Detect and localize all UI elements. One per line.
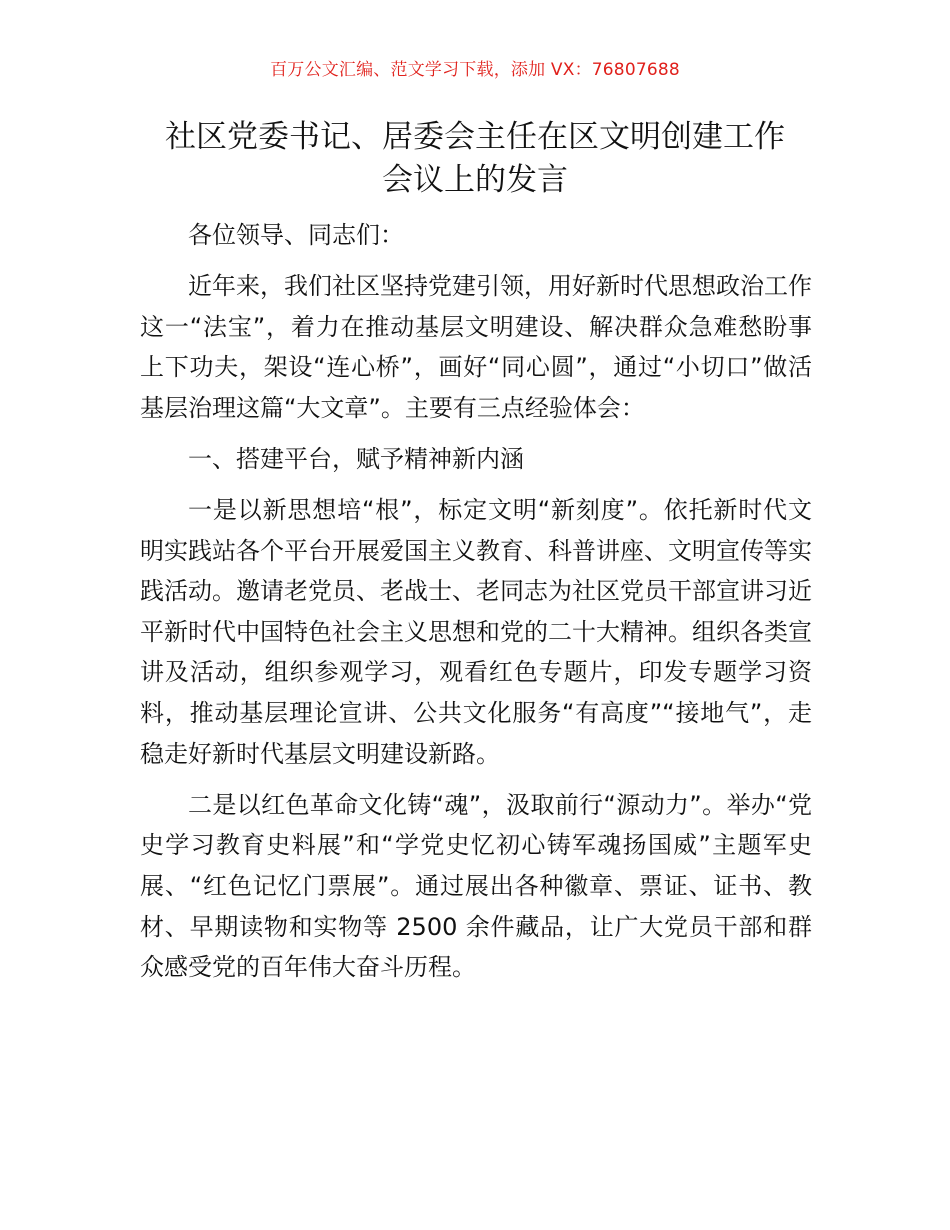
section-heading-1: 一、搭建平台，赋予精神新内涵	[188, 444, 524, 473]
document-body	[140, 215, 812, 998]
promo-header-banner: 百万公文汇编、范文学习下载，添加 VX：76807688	[270, 60, 680, 80]
point-2-paragraph: 二是以红色革命文化铸“魂”，汲取前行“源动力”。举办“党史学习教育史料展”和“学党史忆初心铸军魂扬国威”主题军史展、“红色记忆门票展”。通过展出各种徽章、票证、证书、教材、早期读物和实物等 2500 余件藏品，让广大党员干部和群众感受党的百年伟大奋斗历程。	[140, 790, 812, 982]
document-title-line-1: 社区党委书记、居委会主任在区文明创建工作	[165, 119, 785, 155]
salutation-paragraph: 各位领导、同志们：	[188, 221, 404, 249]
intro-paragraph: 近年来，我们社区坚持党建引领，用好新时代思想政治工作这一“法宝”，着力在推动基层文明建设、解决群众急难愁盼事上下功夫，架设“连心桥”，画好“同心圆”，通过“小切口”做活基层治理这篇“大文章”。主要有三点经验体会：	[140, 272, 812, 422]
document-title-line-2: 会议上的发言	[382, 162, 568, 198]
point-1-paragraph: 一是以新思想培“根”，标定文明“新刻度”。依托新时代文明实践站各个平台开展爱国主义教育、科普讲座、文明宣传等实践活动。邀请老党员、老战士、老同志为社区党员干部宣讲习近平新时代中国特色社会主义思想和党的二十大精神。组织各类宣讲及活动，组织参观学习，观看红色专题片，印发专题学习资料，推动基层理论宣讲、公共文化服务“有高度”“接地气”，走稳走好新时代基层文明建设新路。	[140, 496, 812, 768]
document-title	[130, 116, 820, 202]
